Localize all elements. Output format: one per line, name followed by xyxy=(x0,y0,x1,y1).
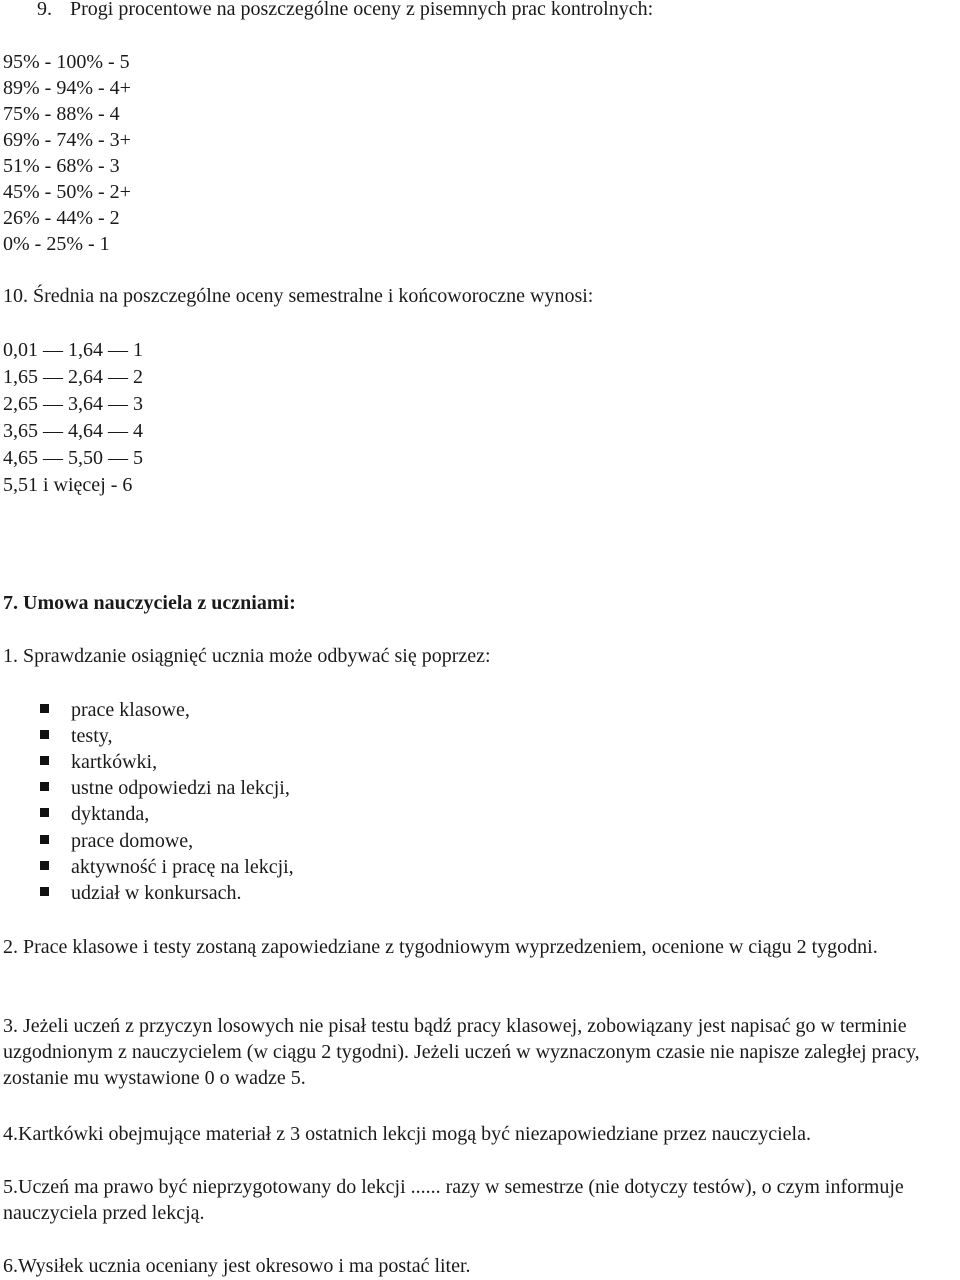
average-range-line: 5,51 i więcej - 6 xyxy=(3,474,133,496)
square-bullet-icon xyxy=(40,861,49,870)
point-6: 6.Wysiłek ucznia oceniany jest okresowo i ma postać liter. xyxy=(3,1255,471,1277)
section-9-title: Progi procentowe na poszczególne oceny z pisemnych prac kontrolnych: xyxy=(70,0,654,20)
square-bullet-icon xyxy=(40,704,49,713)
average-range-line: 2,65 — 3,64 — 3 xyxy=(3,393,143,415)
point-3: 3. Jeżeli uczeń z przyczyn losowych nie pisał testu bądź pracy klasowej, zobowiązany jest napisać go w terminie uzgodnionym z nauczycielem (w ciągu 2 tygodni). Jeżeli uczeń w wyznaczonym czasie nie napisze zaległej pracy, zostanie mu wystawione 0 o wadze 5. xyxy=(3,1015,920,1089)
list-item-text: dyktanda, xyxy=(71,803,150,825)
square-bullet-icon xyxy=(40,782,49,791)
average-range-line: 1,65 — 2,64 — 2 xyxy=(3,366,143,388)
average-range-line: 4,65 — 5,50 — 5 xyxy=(3,447,143,469)
square-bullet-icon xyxy=(40,808,49,817)
list-item-text: kartkówki, xyxy=(71,751,158,773)
threshold-line: 69% - 74% - 3+ xyxy=(3,129,131,151)
threshold-line: 0% - 25% - 1 xyxy=(3,233,110,255)
list-item-text: aktywność i pracę na lekcji, xyxy=(71,856,294,878)
point-1: 1. Sprawdzanie osiągnięć ucznia może odbywać się poprzez: xyxy=(3,645,491,667)
list-item-text: udział w konkursach. xyxy=(71,882,242,904)
threshold-line: 75% - 88% - 4 xyxy=(3,103,120,125)
list-item-text: testy, xyxy=(71,725,113,747)
threshold-line: 26% - 44% - 2 xyxy=(3,207,120,229)
section-9-heading xyxy=(37,0,653,22)
point-5: 5.Uczeń ma prawo być nieprzygotowany do lekcji ...... razy w semestrze (nie dotyczy testów), o czym informuje nauczyciela przed lekcją. xyxy=(3,1176,904,1224)
threshold-line: 51% - 68% - 3 xyxy=(3,155,120,177)
square-bullet-icon xyxy=(40,730,49,739)
point-4: 4.Kartkówki obejmujące materiał z 3 ostatnich lekcji mogą być niezapowiedziane przez nauczyciela. xyxy=(3,1123,811,1145)
threshold-line: 89% - 94% - 4+ xyxy=(3,77,131,99)
average-range-line: 0,01 — 1,64 — 1 xyxy=(3,339,143,361)
section-10-heading: 10. Średnia na poszczególne oceny semestralne i końcoworoczne wynosi: xyxy=(3,285,594,307)
section-9-number: 9. xyxy=(37,0,52,20)
point-2: 2. Prace klasowe i testy zostaną zapowiedziane z tygodniowym wyprzedzeniem, ocenione w ciągu 2 tygodni. xyxy=(3,936,878,958)
threshold-line: 45% - 50% - 2+ xyxy=(3,181,131,203)
list-item-text: ustne odpowiedzi na lekcji, xyxy=(71,777,290,799)
average-range-line: 3,65 — 4,64 — 4 xyxy=(3,420,143,442)
square-bullet-icon xyxy=(40,835,49,844)
square-bullet-icon xyxy=(40,756,49,765)
list-item-text: prace domowe, xyxy=(71,830,194,852)
threshold-line: 95% - 100% - 5 xyxy=(3,51,130,73)
section-7-heading: 7. Umowa nauczyciela z uczniami: xyxy=(3,592,296,614)
square-bullet-icon xyxy=(40,887,49,896)
list-item-text: prace klasowe, xyxy=(71,699,190,721)
